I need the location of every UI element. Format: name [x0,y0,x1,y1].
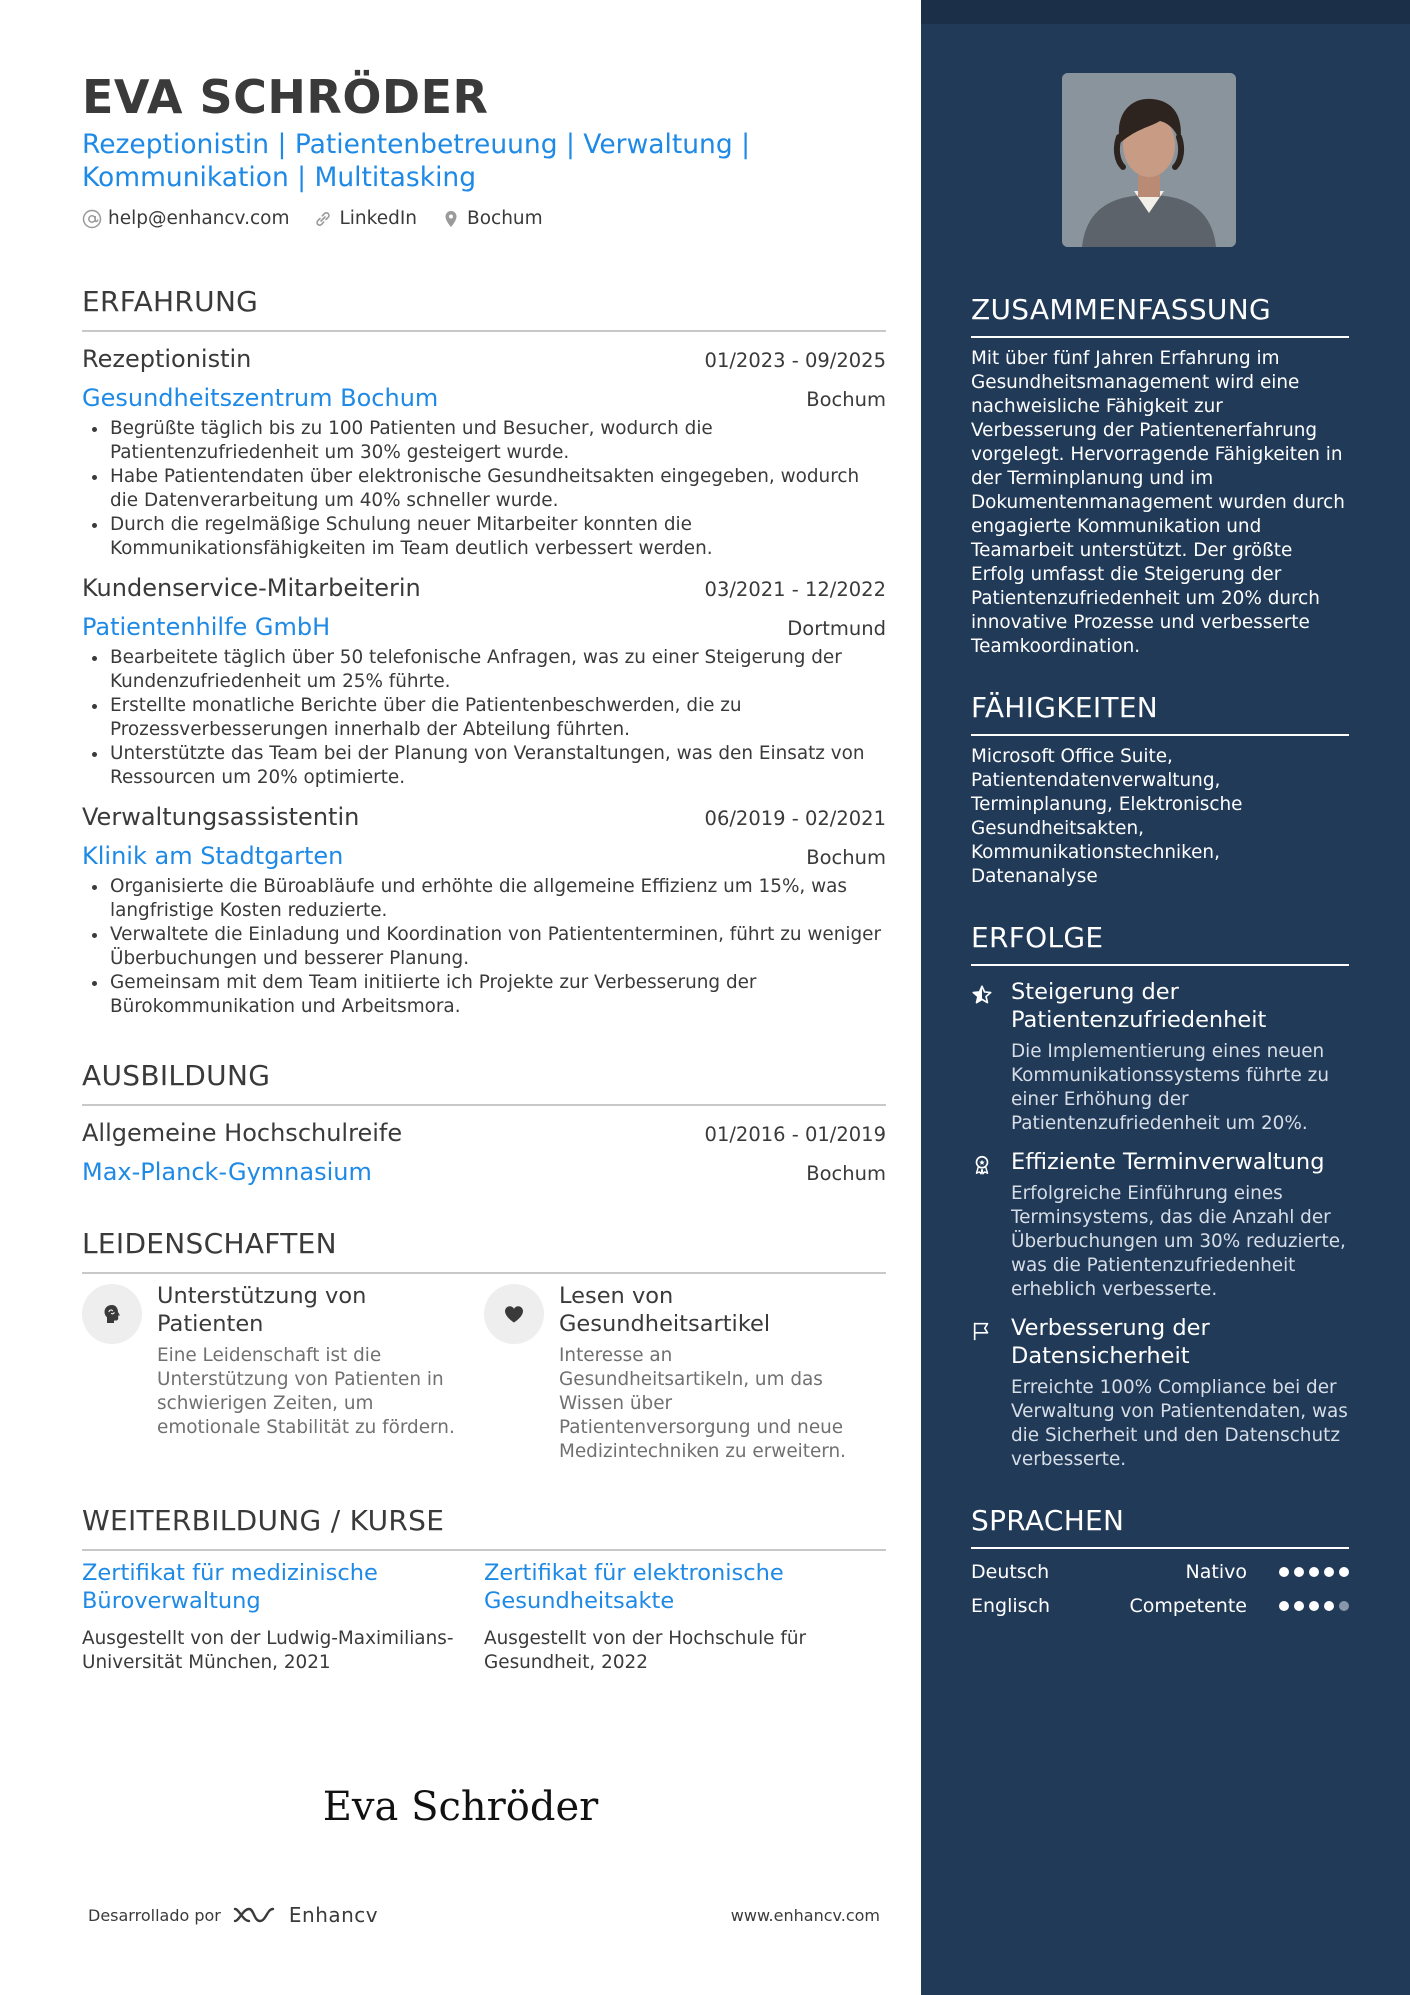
award-icon [971,1148,1011,1302]
school-location: Bochum [806,1162,886,1185]
achievement-title: Effiziente Terminverwaltung [1011,1149,1325,1175]
sidebar-topbar [921,0,1410,24]
summary-section [971,293,1349,659]
job-title: Rezeptionistin [82,345,252,373]
passion-item [484,1282,886,1464]
achievement-desc: Erreichte 100% Compliance bei der Verwaltung von Patientendaten, was die Sicherheit und den Datenschutz verbesserte. [1011,1377,1348,1470]
course-desc: Ausgestellt von der Hochschule für Gesundheit, 2022 [484,1628,807,1673]
rating-dot [1309,1601,1319,1611]
rating-dot [1324,1601,1334,1611]
experience-entry [82,573,886,790]
email-text: help@enhancv.com [108,208,290,229]
contact-location [441,208,543,229]
education-dates: 01/2016 - 01/2019 [704,1123,886,1146]
achievement-title: Verbesserung der Datensicherheit [1011,1315,1210,1369]
language-row [971,1561,1349,1583]
bullet-item: Bearbeitete täglich über 50 telefonische Anfragen, was zu einer Steigerung der Kundenzufriedenheit um 25% führte. [82,646,886,694]
footer [88,1903,880,1927]
summary-text: Mit über fünf Jahren Erfahrung im Gesundheitsmanagement wird eine nachweisliche Fähigkeit zur Verbesserung der Patientenerfahrung vorgelegt. Hervorragende Fähigkeiten in der Terminplanung und im Dokumentenmanagement wurden durch engagierte Kommunikation und Teamarbeit unterstützt. Der größte Erfolg umfasst die Steigerung der Patientenzufriedenheit um 20% durch innovative Prozesse und verbesserte Teamkoordination. [971,348,1345,657]
skills-heading: FÄHIGKEITEN [971,691,1349,736]
at-icon [82,209,102,229]
sidebar [921,0,1410,1995]
rating-dot [1294,1567,1304,1577]
company-name: Patientenhilfe GmbH [82,613,331,641]
passion-item [82,1282,484,1464]
job-bullets [82,646,886,790]
job-dates: 06/2019 - 02/2021 [704,807,886,830]
education-heading: AUSBILDUNG [82,1059,886,1106]
passion-desc: Eine Leidenschaft ist die Unterstützung von Patienten in schwierigen Zeiten, um emotionale Stabilität zu fördern. [157,1345,455,1438]
contact-email[interactable] [82,208,289,229]
language-level: Nativo [1185,1561,1247,1583]
summary-heading: ZUSAMMENFASSUNG [971,293,1349,338]
degree: Allgemeine Hochschulreife [82,1119,403,1147]
rating-dot [1294,1601,1304,1611]
achievements-heading: ERFOLGE [971,921,1349,966]
achievement-item [971,1148,1349,1302]
candidate-name: EVA SCHRÖDER [82,70,489,124]
flag-icon [971,1314,1011,1472]
rating-dot [1279,1567,1289,1577]
languages-section [971,1504,1349,1617]
job-dates: 03/2021 - 12/2022 [704,578,886,601]
course-desc: Ausgestellt von der Ludwig-Maximilians-Universität München, 2021 [82,1628,454,1673]
website-link[interactable]: www.enhancv.com [730,1905,880,1925]
job-location: Dortmund [787,617,886,640]
bullet-item: Begrüßte täglich bis zu 100 Patienten und Besucher, wodurch die Patientenzufriedenheit um 30% gesteigert wurde. [82,417,886,465]
passions-heading: LEIDENSCHAFTEN [82,1227,886,1274]
rating-dot [1324,1567,1334,1577]
profile-photo [1062,73,1236,247]
powered-by-text: Desarrollado por [88,1905,221,1925]
bullet-item: Gemeinsam mit dem Team initiierte ich Projekte zur Verbesserung der Bürokommunikation und Arbeitsmora. [82,971,886,1019]
course-title: Zertifikat für medizinische Büroverwaltung [82,1560,378,1614]
language-name: Deutsch [971,1561,1050,1583]
bullet-item: Organisierte die Büroabläufe und erhöhte die allgemeine Effizienz um 15%, was langfristige Kosten reduzierte. [82,875,886,923]
brain-icon [82,1284,142,1344]
contact-bar [82,208,886,229]
link-icon [313,209,333,229]
star-icon [971,978,1011,1136]
language-row [971,1595,1349,1617]
courses-heading: WEITERBILDUNG / KURSE [82,1504,886,1551]
job-title: Kundenservice-Mitarbeiterin [82,574,421,602]
courses-section [82,1504,886,1675]
skills-section [971,691,1349,889]
rating-dot [1279,1601,1289,1611]
main-column [82,70,886,1675]
job-dates: 01/2023 - 09/2025 [704,349,886,372]
skills-text: Microsoft Office Suite, Patientendatenverwaltung, Terminplanung, Elektronische Gesundheitsakten, Kommunikationstechniken, Datenanalyse [971,746,1243,887]
passion-title: Unterstützung von Patienten [157,1283,367,1337]
language-name: Englisch [971,1595,1051,1617]
achievement-title: Steigerung der Patientenzufriedenheit [1011,979,1267,1033]
languages-heading: SPRACHEN [971,1504,1349,1549]
linkedin-text: LinkedIn [339,208,418,229]
passions-section [82,1227,886,1464]
bullet-item: Unterstützte das Team bei der Planung von Veranstaltungen, was den Einsatz von Ressourcen um 20% optimierte. [82,742,886,790]
education-section [82,1059,886,1187]
job-bullets [82,417,886,561]
job-bullets [82,875,886,1019]
passion-title: Lesen von Gesundheitsartikel [559,1283,771,1337]
location-text: Bochum [467,208,543,229]
experience-heading: ERFAHRUNG [82,285,886,332]
achievement-desc: Erfolgreiche Einführung eines Terminsystems, das die Anzahl der Überbuchungen um 30% reduzierte, was die Patientenzufriedenheit erheblich verbesserte. [1011,1183,1346,1300]
company-name: Gesundheitszentrum Bochum [82,384,439,412]
bullet-item: Durch die regelmäßige Schulung neuer Mitarbeiter konnten die Kommunikationsfähigkeiten im Team deutlich verbessert werden. [82,513,886,561]
rating-dot [1339,1567,1349,1577]
job-location: Bochum [806,388,886,411]
rating-dot [1339,1601,1349,1611]
job-title: Verwaltungsassistentin [82,803,360,831]
passion-desc: Interesse an Gesundheitsartikeln, um das Wissen über Patientenversorgung und neue Medizintechniken zu erweitern. [559,1345,847,1462]
headline: Rezeptionistin | Patientenbetreuung | Verwaltung | Kommunikation | Multitasking [82,129,750,193]
bullet-item: Erstellte monatliche Berichte über die Patientenbeschwerden, die zu Prozessverbesserungen innerhalb der Abteilung führten. [82,694,886,742]
school-name: Max-Planck-Gymnasium [82,1158,372,1186]
brand-name: Enhancv [288,1903,379,1927]
course-item [82,1559,484,1675]
course-title: Zertifikat für elektronische Gesundheitsakte [484,1560,784,1614]
signature: Eva Schröder [322,1784,599,1830]
achievement-item [971,1314,1349,1472]
achievements-section [971,921,1349,1472]
job-location: Bochum [806,846,886,869]
bullet-item: Verwaltete die Einladung und Koordination von Patiententerminen, führt zu weniger Überbuchungen und besserer Planung. [82,923,886,971]
achievement-desc: Die Implementierung eines neuen Kommunikationssystems führte zu einer Erhöhung der Patientenzufriedenheit um 20%. [1011,1041,1329,1134]
experience-entry [82,802,886,1019]
experience-entry [82,344,886,561]
enhancv-logo-icon [231,1903,279,1927]
language-rating [1279,1601,1349,1611]
brand-credit[interactable] [88,1903,378,1927]
heart-icon [484,1284,544,1344]
bullet-item: Habe Patientendaten über elektronische Gesundheitsakten eingegeben, wodurch die Datenverarbeitung um 40% schneller wurde. [82,465,886,513]
contact-linkedin[interactable] [313,208,417,229]
language-rating [1279,1567,1349,1577]
company-name: Klinik am Stadtgarten [82,842,344,870]
language-level: Competente [1129,1595,1247,1617]
achievement-item [971,978,1349,1136]
course-item [484,1559,886,1675]
education-entry [82,1118,886,1187]
location-pin-icon [441,209,461,229]
rating-dot [1309,1567,1319,1577]
experience-section [82,285,886,1019]
